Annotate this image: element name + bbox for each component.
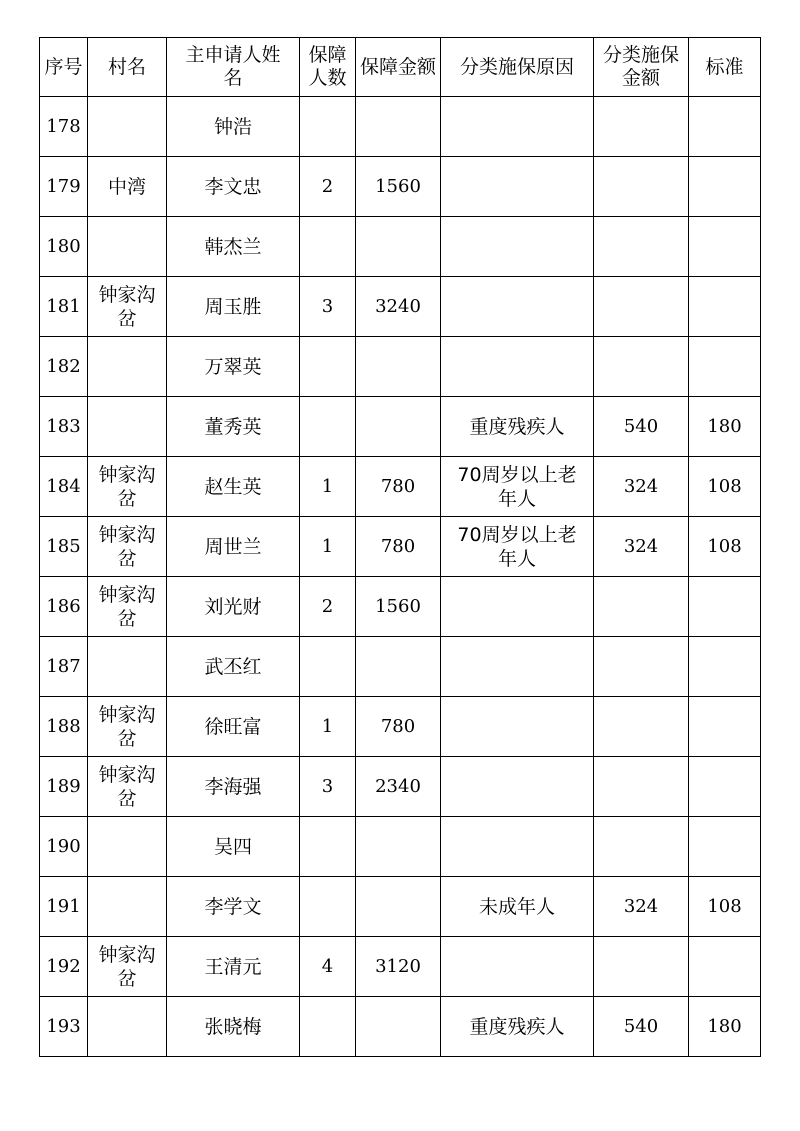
cell-applicant-text: 周玉胜	[204, 295, 262, 318]
cell-seq	[40, 397, 88, 457]
cell-reason-text: 重度残疾人	[469, 1015, 565, 1038]
table-row	[40, 277, 761, 337]
cell-amount	[356, 97, 441, 157]
cell-seq-text: 193	[46, 1016, 81, 1037]
table-row	[40, 157, 761, 217]
cell-class-amount	[594, 517, 689, 577]
cell-village	[88, 457, 167, 517]
cell-class-amount	[594, 757, 689, 817]
cell-reason-text: 70周岁以上老年人	[457, 523, 577, 570]
cell-applicant	[167, 937, 300, 997]
cell-applicant	[167, 337, 300, 397]
cell-reason	[441, 457, 594, 517]
cell-village	[88, 337, 167, 397]
cell-village-text: 钟家沟岔	[98, 763, 156, 810]
cell-class-amount	[594, 277, 689, 337]
cell-persons	[300, 157, 356, 217]
cell-amount-text: 3240	[375, 296, 421, 317]
cell-seq	[40, 817, 88, 877]
cell-persons-text: 1	[321, 536, 334, 557]
table-row	[40, 637, 761, 697]
cell-persons	[300, 757, 356, 817]
cell-reason	[441, 637, 594, 697]
cell-standard	[689, 817, 761, 877]
cell-persons	[300, 877, 356, 937]
cell-seq	[40, 757, 88, 817]
cell-amount-text: 1560	[375, 596, 421, 617]
cell-persons	[300, 697, 356, 757]
cell-class-amount	[594, 817, 689, 877]
cell-standard	[689, 397, 761, 457]
header-class-amount: 分类施保金额	[594, 38, 689, 97]
cell-standard	[689, 97, 761, 157]
cell-seq-text: 186	[46, 596, 81, 617]
cell-persons	[300, 97, 356, 157]
cell-reason	[441, 397, 594, 457]
table-header	[40, 38, 761, 97]
header-standard: 标准	[689, 38, 761, 97]
cell-amount	[356, 577, 441, 637]
cell-seq-text: 189	[46, 776, 81, 797]
cell-seq	[40, 217, 88, 277]
cell-applicant-text: 武丕红	[204, 655, 262, 678]
cell-village-text: 钟家沟岔	[98, 283, 156, 330]
cell-applicant-text: 徐旺富	[204, 715, 262, 738]
cell-standard-text: 108	[707, 476, 742, 497]
cell-reason	[441, 277, 594, 337]
cell-applicant-text: 韩杰兰	[204, 235, 262, 258]
cell-persons-text: 4	[321, 956, 334, 977]
cell-applicant-text: 李文忠	[204, 175, 262, 198]
table-body	[40, 97, 761, 1057]
cell-village-text: 钟家沟岔	[98, 943, 156, 990]
header-applicant: 主申请人姓名	[167, 38, 300, 97]
cell-seq-text: 183	[46, 416, 81, 437]
cell-amount	[356, 217, 441, 277]
cell-seq	[40, 97, 88, 157]
cell-reason	[441, 217, 594, 277]
cell-standard-text: 108	[707, 896, 742, 917]
cell-class-amount	[594, 697, 689, 757]
cell-class-amount	[594, 877, 689, 937]
cell-persons-text: 2	[321, 596, 334, 617]
cell-applicant-text: 李海强	[204, 775, 262, 798]
table-row	[40, 337, 761, 397]
cell-seq	[40, 697, 88, 757]
cell-amount-text: 1560	[375, 176, 421, 197]
table-row	[40, 457, 761, 517]
cell-reason-text: 重度残疾人	[469, 415, 565, 438]
cell-amount	[356, 397, 441, 457]
cell-village	[88, 397, 167, 457]
table-row	[40, 997, 761, 1057]
cell-village	[88, 997, 167, 1057]
cell-persons	[300, 997, 356, 1057]
cell-persons-text: 3	[321, 776, 334, 797]
header-village: 村名	[88, 38, 167, 97]
cell-seq	[40, 457, 88, 517]
cell-seq	[40, 337, 88, 397]
cell-village-text: 钟家沟岔	[98, 463, 156, 510]
cell-reason	[441, 577, 594, 637]
cell-village	[88, 697, 167, 757]
cell-reason	[441, 517, 594, 577]
cell-persons	[300, 277, 356, 337]
cell-persons	[300, 817, 356, 877]
cell-applicant	[167, 697, 300, 757]
cell-reason	[441, 157, 594, 217]
cell-standard	[689, 277, 761, 337]
cell-seq-text: 188	[46, 716, 81, 737]
cell-class-amount	[594, 97, 689, 157]
cell-seq	[40, 577, 88, 637]
cell-village	[88, 517, 167, 577]
cell-standard	[689, 637, 761, 697]
cell-class-amount	[594, 157, 689, 217]
cell-standard	[689, 157, 761, 217]
cell-village	[88, 817, 167, 877]
cell-persons-text: 1	[321, 476, 334, 497]
table-row	[40, 577, 761, 637]
cell-applicant-text: 周世兰	[204, 535, 262, 558]
cell-seq-text: 190	[46, 836, 81, 857]
cell-class-amount	[594, 217, 689, 277]
cell-seq	[40, 157, 88, 217]
cell-village	[88, 757, 167, 817]
cell-village	[88, 937, 167, 997]
cell-standard	[689, 937, 761, 997]
header-amount: 保障金额	[356, 38, 441, 97]
cell-standard	[689, 997, 761, 1057]
cell-village	[88, 157, 167, 217]
cell-class-amount-text: 540	[623, 416, 659, 437]
cell-standard-text: 108	[707, 536, 742, 557]
cell-persons	[300, 337, 356, 397]
cell-class-amount-text: 540	[623, 1016, 659, 1037]
cell-persons	[300, 397, 356, 457]
cell-amount	[356, 637, 441, 697]
cell-amount-text: 780	[380, 476, 416, 497]
header-row	[40, 38, 761, 97]
cell-village	[88, 577, 167, 637]
cell-seq-text: 187	[46, 656, 81, 677]
cell-applicant-text: 吴四	[213, 835, 252, 858]
cell-seq-text: 180	[46, 236, 81, 257]
cell-seq	[40, 277, 88, 337]
cell-applicant	[167, 157, 300, 217]
cell-village	[88, 637, 167, 697]
cell-applicant	[167, 217, 300, 277]
cell-seq	[40, 937, 88, 997]
cell-reason	[441, 697, 594, 757]
cell-reason	[441, 337, 594, 397]
cell-standard	[689, 577, 761, 637]
header-seq: 序号	[40, 38, 88, 97]
cell-standard	[689, 517, 761, 577]
cell-seq-text: 179	[46, 176, 81, 197]
cell-persons	[300, 517, 356, 577]
cell-standard	[689, 457, 761, 517]
cell-persons	[300, 577, 356, 637]
cell-persons	[300, 217, 356, 277]
cell-seq	[40, 637, 88, 697]
cell-applicant	[167, 637, 300, 697]
cell-reason	[441, 937, 594, 997]
cell-reason	[441, 757, 594, 817]
cell-amount	[356, 877, 441, 937]
cell-seq-text: 181	[46, 296, 81, 317]
cell-standard	[689, 877, 761, 937]
cell-reason	[441, 877, 594, 937]
cell-seq-text: 191	[46, 896, 81, 917]
cell-amount	[356, 277, 441, 337]
cell-applicant	[167, 757, 300, 817]
table-row	[40, 97, 761, 157]
cell-persons	[300, 937, 356, 997]
cell-amount-text: 780	[380, 716, 416, 737]
cell-village	[88, 877, 167, 937]
cell-persons-text: 2	[321, 176, 334, 197]
cell-applicant	[167, 877, 300, 937]
table-row	[40, 397, 761, 457]
cell-village	[88, 217, 167, 277]
cell-amount	[356, 517, 441, 577]
cell-applicant	[167, 997, 300, 1057]
table-row	[40, 937, 761, 997]
cell-applicant-text: 刘光财	[204, 595, 262, 618]
cell-amount-text: 3120	[375, 956, 421, 977]
assistance-table	[39, 37, 761, 1057]
cell-seq-text: 184	[46, 476, 81, 497]
cell-standard-text: 180	[707, 416, 742, 437]
cell-class-amount	[594, 457, 689, 517]
cell-reason	[441, 997, 594, 1057]
cell-applicant-text: 董秀英	[204, 415, 262, 438]
table-row	[40, 757, 761, 817]
cell-persons	[300, 457, 356, 517]
table-row	[40, 817, 761, 877]
cell-class-amount	[594, 637, 689, 697]
cell-persons-text: 3	[321, 296, 334, 317]
cell-village-text: 中湾	[107, 175, 146, 198]
cell-standard	[689, 697, 761, 757]
cell-class-amount-text: 324	[623, 476, 659, 497]
cell-applicant-text: 李学文	[204, 895, 262, 918]
cell-applicant	[167, 817, 300, 877]
table-row	[40, 877, 761, 937]
cell-standard	[689, 757, 761, 817]
cell-applicant-text: 王清元	[204, 955, 262, 978]
cell-applicant	[167, 277, 300, 337]
cell-applicant	[167, 517, 300, 577]
cell-seq	[40, 997, 88, 1057]
table-row	[40, 517, 761, 577]
cell-amount	[356, 157, 441, 217]
cell-seq	[40, 517, 88, 577]
cell-applicant	[167, 397, 300, 457]
cell-class-amount	[594, 577, 689, 637]
cell-reason-text: 70周岁以上老年人	[457, 463, 577, 510]
header-reason: 分类施保原因	[441, 38, 594, 97]
cell-amount	[356, 757, 441, 817]
cell-seq	[40, 877, 88, 937]
cell-amount	[356, 457, 441, 517]
table-row	[40, 697, 761, 757]
cell-persons-text: 1	[321, 716, 334, 737]
cell-applicant	[167, 577, 300, 637]
cell-village-text: 钟家沟岔	[98, 583, 156, 630]
cell-class-amount	[594, 997, 689, 1057]
cell-amount-text: 780	[380, 536, 416, 557]
cell-seq-text: 192	[46, 956, 81, 977]
cell-applicant	[167, 457, 300, 517]
cell-amount	[356, 997, 441, 1057]
cell-village	[88, 97, 167, 157]
cell-amount-text: 2340	[375, 776, 421, 797]
cell-reason-text: 未成年人	[478, 895, 555, 918]
cell-reason	[441, 817, 594, 877]
cell-reason	[441, 97, 594, 157]
cell-village	[88, 277, 167, 337]
cell-seq-text: 182	[46, 356, 81, 377]
cell-seq-text: 185	[46, 536, 81, 557]
cell-seq-text: 178	[46, 116, 81, 137]
cell-class-amount-text: 324	[623, 536, 659, 557]
cell-class-amount	[594, 397, 689, 457]
cell-persons	[300, 637, 356, 697]
cell-class-amount-text: 324	[623, 896, 659, 917]
cell-applicant-text: 万翠英	[204, 355, 262, 378]
cell-applicant-text: 钟浩	[213, 115, 252, 138]
cell-amount	[356, 817, 441, 877]
cell-class-amount	[594, 937, 689, 997]
cell-applicant-text: 张晓梅	[204, 1015, 262, 1038]
cell-applicant-text: 赵生英	[204, 475, 262, 498]
cell-class-amount	[594, 337, 689, 397]
cell-amount	[356, 937, 441, 997]
table-row	[40, 217, 761, 277]
cell-applicant	[167, 97, 300, 157]
cell-village-text: 钟家沟岔	[98, 523, 156, 570]
cell-amount	[356, 337, 441, 397]
header-persons: 保障人数	[300, 38, 356, 97]
cell-standard-text: 180	[707, 1016, 742, 1037]
cell-amount	[356, 697, 441, 757]
cell-standard	[689, 337, 761, 397]
cell-village-text: 钟家沟岔	[98, 703, 156, 750]
cell-standard	[689, 217, 761, 277]
